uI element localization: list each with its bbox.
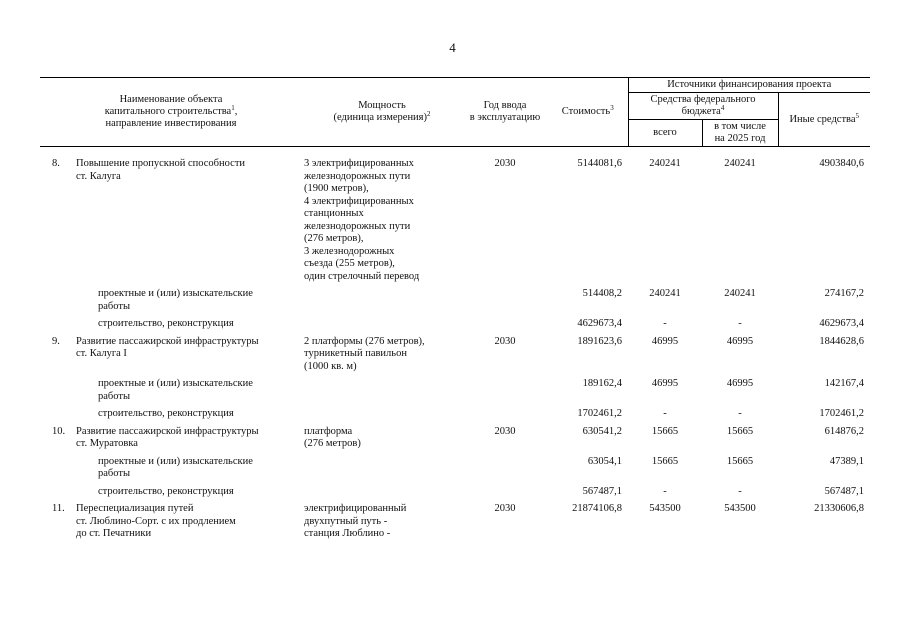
federal-2025: - [738, 318, 742, 329]
header-other: Иные средства$^5$ [778, 93, 870, 147]
table-subrow [40, 373, 870, 403]
federal-total: 46995 [651, 335, 679, 347]
object-name-line: до ст. Печатники [76, 528, 152, 539]
capacity [302, 147, 462, 284]
other-funds: 21330606,8 [814, 503, 864, 514]
object-name-line: ст. Калуга [76, 170, 121, 182]
capacity-line: съезда (255 метров), [304, 258, 395, 269]
federal-2025: 240241 [724, 288, 756, 299]
investment-direction-line: работы [98, 468, 131, 479]
table-subrow [40, 481, 870, 499]
row-number: 10. [52, 425, 66, 437]
capacity [302, 498, 462, 541]
capacity-line: станционных [304, 208, 364, 219]
capacity-line: 3 железнодорожных [304, 245, 395, 257]
capacity-line: (1000 кв. м) [304, 360, 357, 372]
investment-direction [40, 481, 462, 499]
object-name [74, 331, 302, 374]
capacity-line: турникетный павильон [304, 348, 407, 359]
empty-cell [462, 451, 548, 481]
commission-year: 2030 [494, 335, 516, 347]
investment-direction-line: строительство, реконструкция [98, 485, 234, 497]
cost: 4629673,4 [577, 318, 622, 329]
other-funds: 4629673,4 [819, 318, 864, 329]
header-federal: Средства федерального бюджета$^4$ [628, 93, 778, 120]
capacity-line: железнодорожных пути [304, 220, 411, 232]
capacity-line: 3 электрифицированных [304, 158, 414, 169]
object-name-line: Развитие пассажирской инфраструктуры [76, 425, 259, 437]
federal-total: 543500 [649, 503, 681, 514]
capacity-line: (276 метров), [304, 233, 364, 244]
object-name-line: Развитие пассажирской инфраструктуры [76, 335, 259, 347]
federal-total: 15665 [651, 455, 679, 467]
empty-cell [462, 313, 548, 331]
capacity-line: электрифицированный [304, 503, 407, 514]
other-funds: 274167,2 [824, 288, 864, 299]
capacity-line: 2 платформы (276 метров), [304, 335, 425, 347]
commission-year: 2030 [494, 158, 516, 169]
header-sources: Источники финансирования проекта [628, 78, 870, 93]
other-funds: 142167,4 [824, 378, 864, 389]
object-name [74, 498, 302, 541]
investment-direction [40, 313, 462, 331]
investment-direction [40, 451, 462, 481]
capacity-line: станция Люблино - [304, 528, 391, 539]
federal-2025: 46995 [726, 335, 754, 347]
cost: 567487,1 [582, 485, 622, 497]
investment-direction [40, 403, 462, 421]
other-funds: 47389,1 [829, 455, 864, 467]
other-funds: 1702461,2 [819, 408, 864, 419]
table-header [40, 78, 870, 147]
capacity-line: (1900 метров), [304, 183, 369, 194]
table-row [40, 421, 870, 451]
object-name-line: Переспециализация путей [76, 503, 194, 514]
row-number: 11. [52, 503, 65, 514]
cost: 5144081,6 [577, 158, 622, 169]
investment-direction-line: работы [98, 390, 131, 402]
object-name [74, 421, 302, 451]
investment-table [40, 77, 870, 541]
other-funds: 567487,1 [824, 485, 864, 497]
investment-direction-line: проектные и (или) изыскательские [98, 378, 253, 389]
header-cost: Стоимость$^3$ [548, 78, 628, 147]
cost: 21874106,8 [572, 503, 622, 514]
capacity-line: железнодорожных пути [304, 170, 411, 182]
federal-total: 240241 [649, 288, 681, 299]
table-row [40, 498, 870, 541]
row-number: 8. [52, 158, 60, 169]
federal-2025: 543500 [724, 503, 756, 514]
table-subrow [40, 313, 870, 331]
cost: 630541,2 [582, 425, 622, 437]
federal-total: - [663, 485, 667, 497]
cost: 1702461,2 [577, 408, 622, 419]
header-name: Наименование объекта капитального строительства$^1$, направление инвестирования [40, 78, 302, 147]
object-name [74, 147, 302, 284]
capacity-line: платформа [304, 425, 353, 437]
federal-2025: 46995 [726, 378, 754, 389]
capacity-line: 4 электрифицированных [304, 195, 414, 207]
commission-year: 2030 [494, 425, 516, 437]
investment-direction-line: работы [98, 300, 131, 312]
header-capacity: Мощность (единица измерения)$^2$ [302, 78, 462, 147]
capacity-line: (276 метров) [304, 438, 361, 449]
table-subrow [40, 451, 870, 481]
capacity [302, 421, 462, 451]
cost: 63054,1 [587, 455, 622, 467]
object-name-line: Повышение пропускной способности [76, 158, 246, 169]
cost: 1891623,6 [577, 335, 622, 347]
federal-total: 46995 [651, 378, 679, 389]
commission-year: 2030 [494, 503, 516, 514]
federal-2025: 240241 [724, 158, 756, 169]
federal-total: 240241 [649, 158, 681, 169]
header-total: всего [628, 120, 702, 147]
cost: 189162,4 [582, 378, 622, 389]
investment-direction [40, 283, 462, 313]
other-funds: 614876,2 [824, 425, 864, 437]
investment-direction-line: строительство, реконструкция [98, 318, 234, 329]
table-body [40, 147, 870, 541]
other-funds: 1844628,6 [819, 335, 864, 347]
federal-2025: 15665 [726, 425, 754, 437]
empty-cell [462, 403, 548, 421]
investment-direction-line: строительство, реконструкция [98, 408, 234, 419]
table-row [40, 331, 870, 374]
federal-2025: - [738, 485, 742, 497]
table-row [40, 147, 870, 284]
cost: 514408,2 [582, 288, 622, 299]
capacity-line: двухпутный путь - [304, 515, 388, 527]
capacity [302, 331, 462, 374]
federal-total: - [663, 318, 667, 329]
empty-cell [462, 283, 548, 313]
empty-cell [462, 481, 548, 499]
object-name-line: ст. Люблино-Сорт. с их продлением [76, 515, 236, 527]
table-subrow [40, 403, 870, 421]
federal-total: 15665 [651, 425, 679, 437]
federal-total: - [663, 408, 667, 419]
empty-cell [462, 373, 548, 403]
header-in2025: в том числе на 2025 год [702, 120, 778, 147]
other-funds: 4903840,6 [819, 158, 864, 169]
investment-direction-line: проектные и (или) изыскательские [98, 288, 253, 299]
federal-2025: - [738, 408, 742, 419]
federal-2025: 15665 [726, 455, 754, 467]
row-number: 9. [52, 335, 60, 347]
header-year: Год ввода в эксплуатацию [462, 78, 548, 147]
capacity-line: один стрелочный перевод [304, 270, 420, 282]
investment-direction-line: проектные и (или) изыскательские [98, 455, 253, 467]
investment-direction [40, 373, 462, 403]
table-subrow [40, 283, 870, 313]
object-name-line: ст. Калуга I [76, 348, 127, 359]
object-name-line: ст. Муратовка [76, 438, 138, 449]
page-number: 4 [449, 40, 456, 55]
